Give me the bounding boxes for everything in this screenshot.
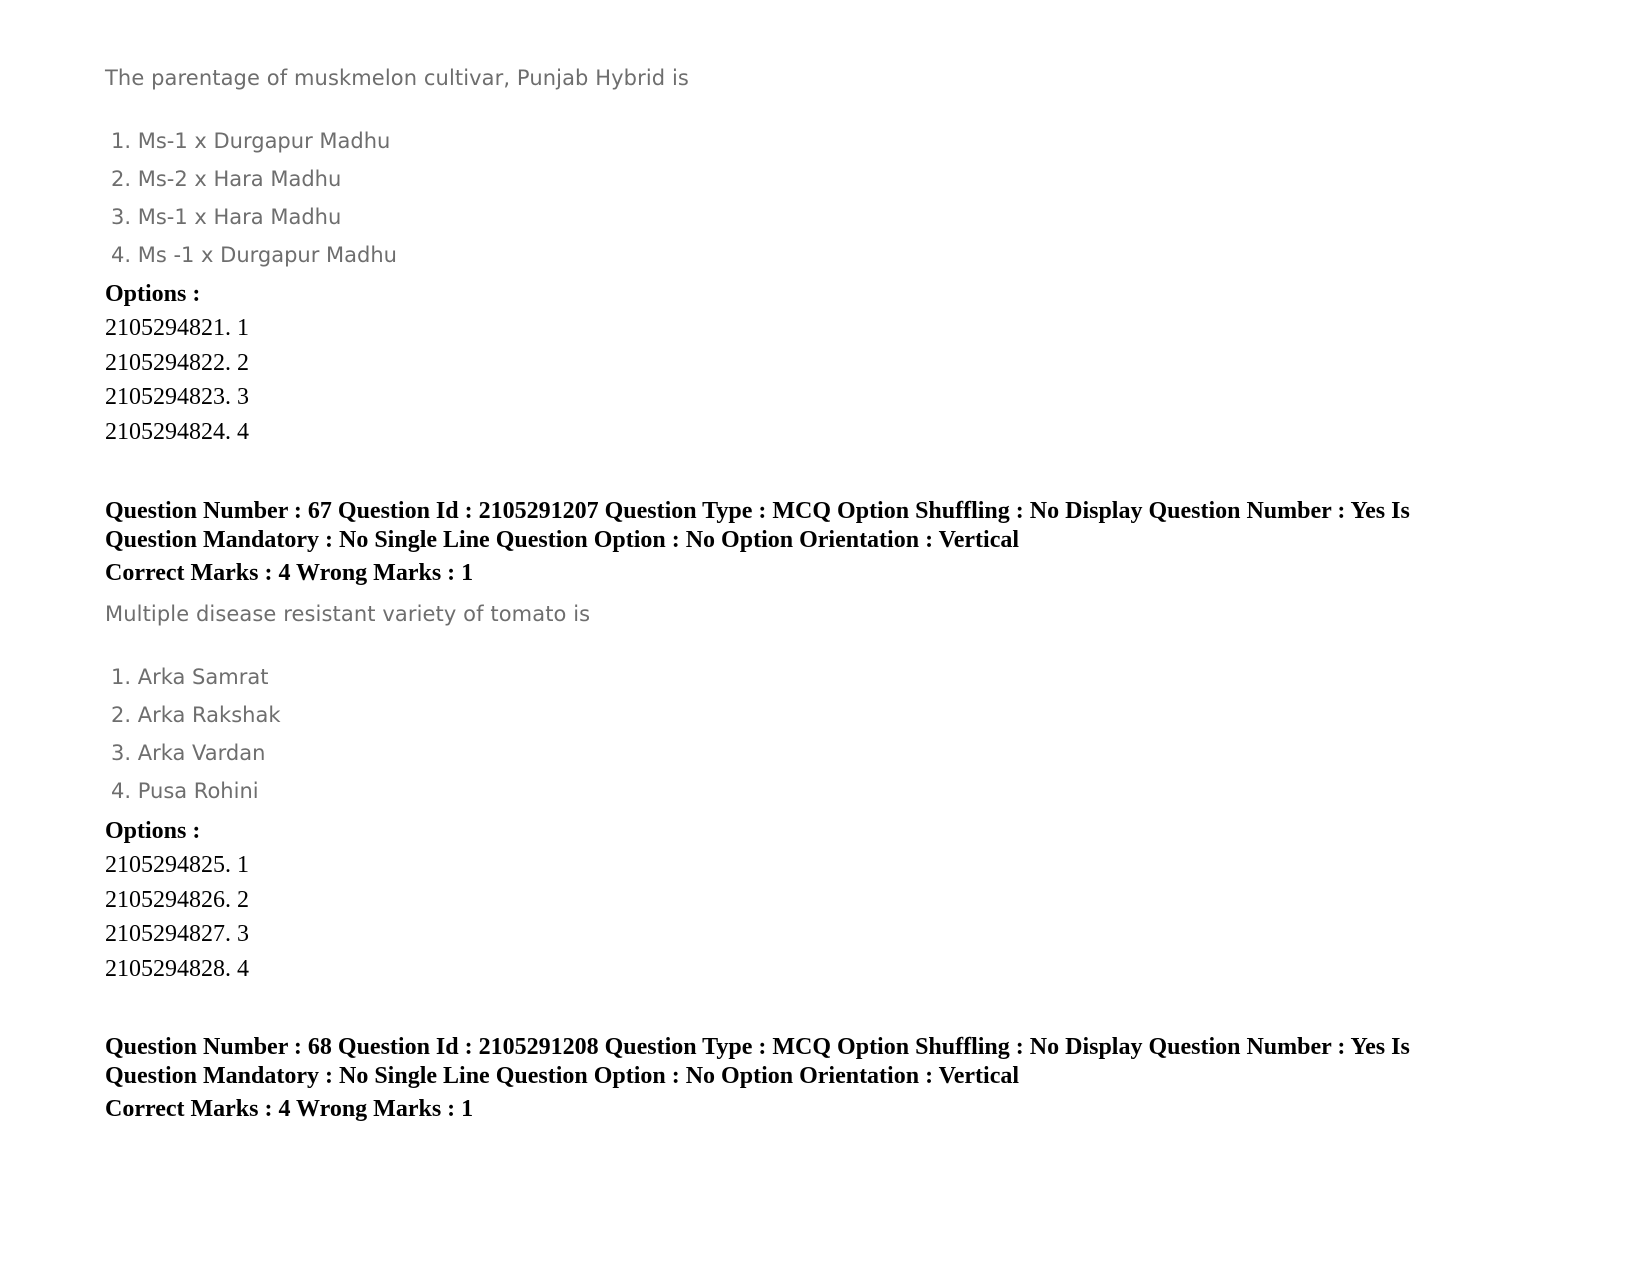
- options-list: [105, 848, 1545, 986]
- question-67-image: [105, 600, 1545, 810]
- choice-item: 2. Ms-2 x Hara Madhu: [111, 167, 342, 191]
- option-item: 2105294826. 2: [105, 886, 249, 913]
- choice-item: 3. Ms-1 x Hara Madhu: [111, 205, 342, 229]
- choice-item: 1. Arka Samrat: [111, 665, 269, 689]
- question-67-metadata: [105, 497, 1545, 590]
- question-metadata-line: Question Number : 67 Question Id : 2105291207 Question Type : MCQ Option Shuffling : No Display Question Number : Yes Is: [105, 498, 1410, 524]
- question-67-choices: [111, 658, 1545, 810]
- option-item: 2105294825. 1: [105, 852, 249, 878]
- choice-item: 3. Arka Vardan: [111, 741, 266, 765]
- option-item: 2105294822. 2: [105, 349, 249, 376]
- option-item: 2105294824. 4: [105, 418, 249, 445]
- question-67-options: [105, 815, 1545, 986]
- options-heading: Options :: [105, 281, 201, 307]
- choice-item: 4. Pusa Rohini: [111, 779, 259, 803]
- choice-item: 1. Ms-1 x Durgapur Madhu: [111, 129, 391, 153]
- option-item: 2105294823. 3: [105, 384, 249, 410]
- question-metadata-line: Question Mandatory : No Single Line Question Option : No Option Orientation : Vertical: [105, 1063, 1020, 1089]
- question-metadata-line: Question Number : 68 Question Id : 2105291208 Question Type : MCQ Option Shuffling : No Display Question Number : Yes Is: [105, 1034, 1410, 1060]
- options-list: [105, 311, 1545, 449]
- question-marks: Correct Marks : 4 Wrong Marks : 1: [105, 1096, 474, 1122]
- options-heading: Options :: [105, 818, 201, 844]
- question-68-metadata: [105, 1033, 1545, 1126]
- option-item: 2105294821. 1: [105, 315, 249, 341]
- question-66-image: [105, 64, 1545, 274]
- question-metadata-line: Question Mandatory : No Single Line Question Option : No Option Orientation : Vertical: [105, 527, 1020, 553]
- option-item: 2105294827. 3: [105, 921, 249, 947]
- choice-item: 4. Ms -1 x Durgapur Madhu: [111, 243, 397, 267]
- question-66-options: [105, 278, 1545, 449]
- question-marks: Correct Marks : 4 Wrong Marks : 1: [105, 560, 474, 586]
- question-67-stem: Multiple disease resistant variety of tomato is: [105, 602, 591, 626]
- question-66-stem: The parentage of muskmelon cultivar, Punjab Hybrid is: [105, 66, 689, 90]
- option-item: 2105294828. 4: [105, 955, 249, 982]
- question-66-choices: [111, 122, 1545, 274]
- choice-item: 2. Arka Rakshak: [111, 703, 281, 727]
